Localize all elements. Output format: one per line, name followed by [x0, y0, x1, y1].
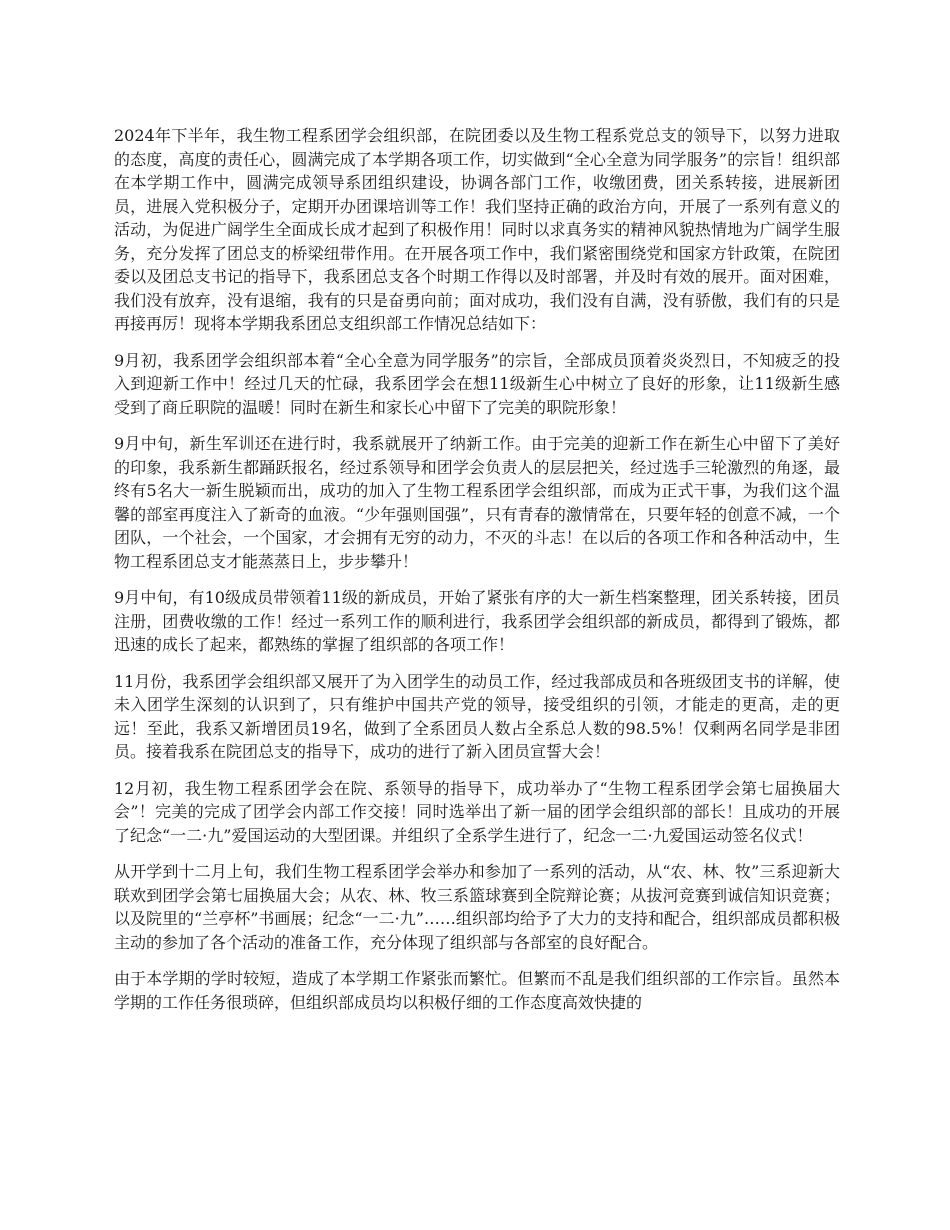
paragraph-november: 11月份，我系团学会组织部又展开了为入团学生的动员工作，经过我部成员和各班级团支书的详解，使未入团学生深刻的认识到了，只有维护中国共产党的领导，接受组织的引领，才能走的更高，走的更远！至此，我系又新增团员19名，做到了全系团员人数占全系总人数的98.5%！仅剩两名同学是非团员。接着我系在院团总支的指导下，成功的进行了新入团员宣誓大会！ [114, 671, 840, 761]
paragraph-activities: 从开学到十二月上旬，我们生物工程系团学会举办和参加了一系列的活动，从“农、林、牧”三系迎新大联欢到团学会第七届换届大会；从农、林、牧三系篮球赛到全院辩论赛；从拔河竞赛到诚信知识竞赛；以及院里的“兰亭杯”书画展；纪念“一二·九”……组织部均给予了大力的支持和配合，组织部成员都积极主动的参加了各个活动的准备工作，充分体现了组织部与各部室的良好配合。 [114, 862, 840, 952]
paragraph-summary: 由于本学期的学时较短，造成了本学期工作紧张而繁忙。但繁而不乱是我们组织部的工作宗旨。虽然本学期的工作任务很琐碎，但组织部成员均以积极仔细的工作态度高效快捷的 [114, 969, 840, 1012]
paragraph-september-recruit: 9月中旬，新生军训还在进行时，我系就展开了纳新工作。由于完美的迎新工作在新生心中留下了美好的印象，我系新生都踊跃报名，经过系领导和团学会负责人的层层把关，经过选手三轮激烈的角逐，最终有5名大一新生脱颖而出，成功的加入了生物工程系团学会组织部，而成为正式干事，为我们这个温馨的部室再度注入了新奇的血液。“少年强则国强”，只有青春的激情常在，只要年轻的创意不减，一个团队，一个社会，一个国家，才会拥有无穷的动力，不灭的斗志！在以后的各项工作和各种活动中，生物工程系团总支才能蒸蒸日上，步步攀升！ [114, 434, 840, 571]
paragraph-september-early: 9月初，我系团学会组织部本着“全心全意为同学服务”的宗旨，全部成员顶着炎炎烈日，不知疲乏的投入到迎新工作中！经过几天的忙碌，我系团学会在想11级新生心中树立了良好的形象，让11级新生感受到了商丘职院的温暖！同时在新生和家长心中留下了完美的职院形象！ [114, 350, 840, 417]
document-body [114, 124, 840, 1027]
paragraph-intro: 2024年下半年，我生物工程系团学会组织部，在院团委以及生物工程系党总支的领导下，以努力进取的态度，高度的责任心，圆满完成了本学期各项工作，切实做到“全心全意为同学服务”的宗旨！组织部在本学期工作中，圆满完成领导系团组织建设，协调各部门工作，收缴团费，团关系转接，进展新团员，进展入党积极分子，定期开办团课培训等工作！我们坚持正确的政治方向，开展了一系列有意义的活动，为促进广阔学生全面成长成才起到了积极作用！同时以求真务实的精神风貌热情地为广阔学生服务，充分发挥了团总支的桥梁纽带作用。在开展各项工作中，我们紧密围绕党和国家方针政策，在院团委以及团总支书记的指导下，我系团总支各个时期工作得以及时部署，并及时有效的展开。面对困难，我们没有放弃，没有退缩，我有的只是奋勇向前；面对成功，我们没有自满，没有骄傲，我们有的只是再接再厉！现将本学期我系团总支组织部工作情况总结如下： [114, 126, 840, 333]
paragraph-december: 12月初，我生物工程系团学会在院、系领导的指导下，成功举办了“生物工程系团学会第七届换届大会”！完美的完成了团学会内部工作交接！同时选举出了新一届的团学会组织部的部长！且成功的开展了纪念“一二·九”爱国运动的大型团课。并组织了全系学生进行了，纪念一二·九爱国运动签名仪式！ [114, 778, 840, 845]
paragraph-september-archive: 9月中旬，有10级成员带领着11级的新成员，开始了紧张有序的大一新生档案整理，团关系转接，团员注册，团费收缴的工作！经过一系列工作的顺利进行，我系团学会组织部的新成员，都得到了锻炼，都迅速的成长了起来，都熟练的掌握了组织部的各项工作！ [114, 588, 840, 654]
